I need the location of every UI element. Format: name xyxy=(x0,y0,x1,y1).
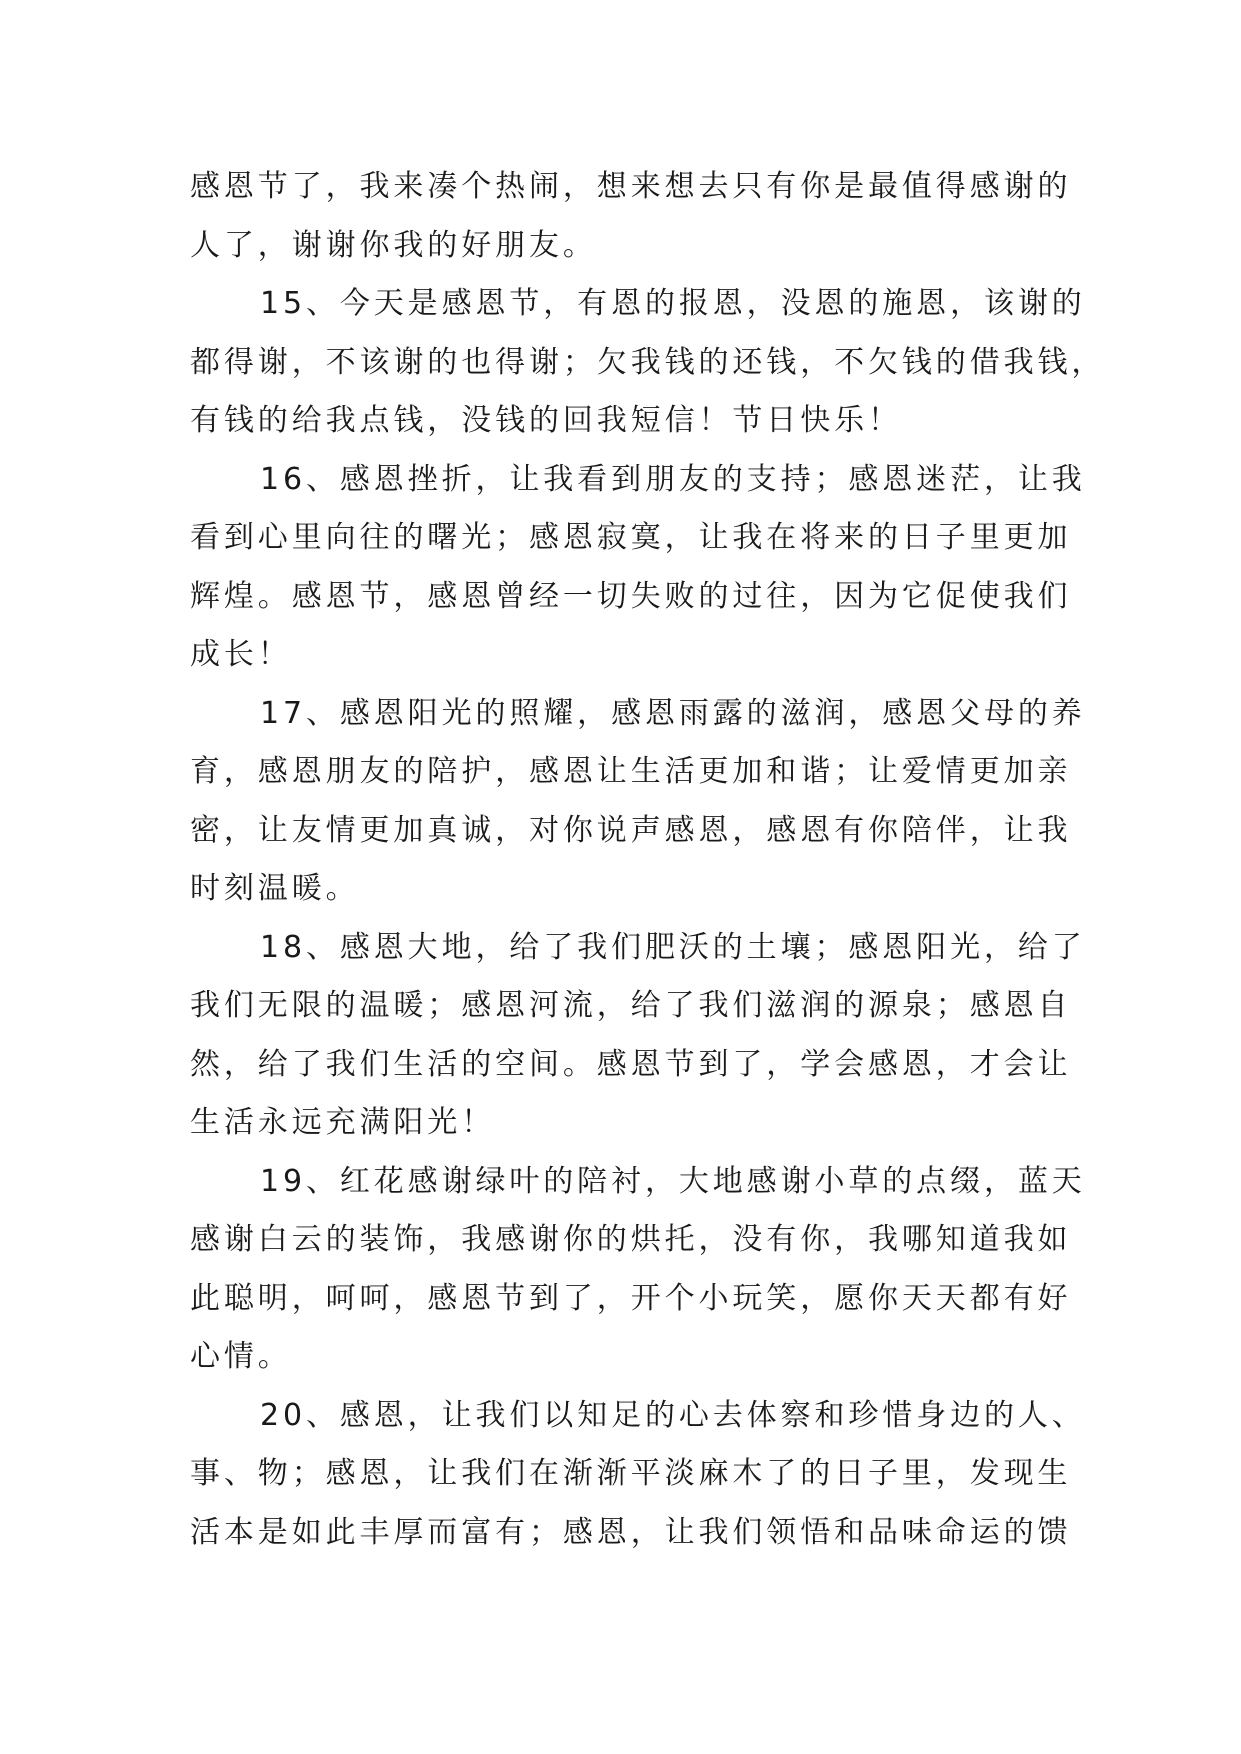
paragraph-line: 生活永远充满阳光！ xyxy=(190,1105,496,1140)
paragraph-line: 15、今天是感恩节，有恩的报恩，没恩的施恩，该谢的 xyxy=(260,286,1086,321)
paragraph-line: 感恩节了，我来凑个热闹，想来想去只有你是最值得感谢的 xyxy=(190,169,1072,204)
paragraph-line: 19、红花感谢绿叶的陪衬，大地感谢小草的点缀，蓝天 xyxy=(260,1163,1086,1199)
paragraph-line: 17、感恩阳光的照耀，感恩雨露的滋润，感恩父母的养 xyxy=(260,695,1086,731)
paragraph-line: 活本是如此丰厚而富有；感恩，让我们领悟和品味命运的馈 xyxy=(190,1514,1072,1550)
paragraph-line: 感谢白云的装饰，我感谢你的烘托，没有你，我哪知道我如 xyxy=(190,1222,1072,1257)
paragraph-item-20 xyxy=(190,1387,1086,1563)
paragraph-line: 16、感恩挫折，让我看到朋友的支持；感恩迷茫，让我 xyxy=(260,461,1086,497)
document-body xyxy=(190,158,1106,1562)
paragraph-intro xyxy=(190,158,1070,275)
paragraph-line: 都得谢，不该谢的也得谢；欠我钱的还钱，不欠钱的借我钱， xyxy=(190,344,1106,380)
paragraph-line: 有钱的给我点钱，没钱的回我短信！节日快乐！ xyxy=(190,403,902,438)
paragraph-item-15 xyxy=(190,275,1106,451)
paragraph-line: 成长！ xyxy=(190,637,292,672)
paragraph-item-16 xyxy=(190,451,1086,685)
paragraph-line: 20、感恩，让我们以知足的心去体察和珍惜身边的人、 xyxy=(260,1397,1086,1433)
paragraph-line: 育，感恩朋友的陪护，感恩让生活更加和谐；让爱情更加亲 xyxy=(190,754,1072,789)
paragraph-item-17 xyxy=(190,685,1086,919)
paragraph-line: 18、感恩大地，给了我们肥沃的土壤；感恩阳光，给了 xyxy=(260,929,1086,965)
paragraph-line: 时刻温暖。 xyxy=(190,871,360,906)
paragraph-line: 看到心里向往的曙光；感恩寂寞，让我在将来的日子里更加 xyxy=(190,520,1072,555)
paragraph-line: 辉煌。感恩节，感恩曾经一切失败的过往，因为它促使我们 xyxy=(190,578,1072,614)
paragraph-line: 然，给了我们生活的空间。感恩节到了，学会感恩，才会让 xyxy=(190,1046,1072,1082)
paragraph-line: 事、物；感恩，让我们在渐渐平淡麻木了的日子里，发现生 xyxy=(190,1456,1072,1491)
paragraph-line: 密，让友情更加真诚，对你说声感恩，感恩有你陪伴，让我 xyxy=(190,812,1072,848)
paragraph-line: 我们无限的温暖；感恩河流，给了我们滋润的源泉；感恩自 xyxy=(190,988,1072,1023)
paragraph-line: 心情。 xyxy=(190,1339,292,1374)
paragraph-line: 人了，谢谢你我的好朋友。 xyxy=(190,227,597,263)
paragraph-item-18 xyxy=(190,919,1086,1153)
paragraph-line: 此聪明，呵呵，感恩节到了，开个小玩笑，愿你天天都有好 xyxy=(190,1280,1072,1316)
paragraph-item-19 xyxy=(190,1153,1086,1387)
